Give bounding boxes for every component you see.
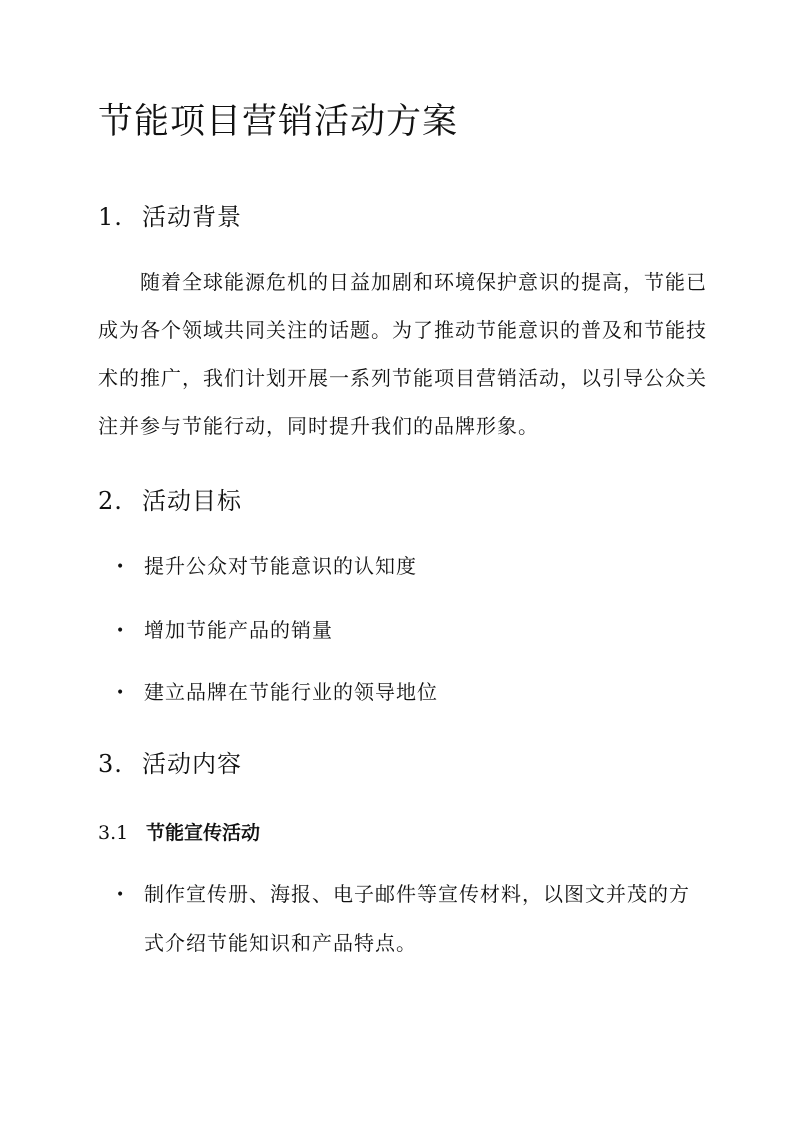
bullet-icon: • [116,887,126,903]
paragraph-line: 随着全球能源危机的日益加剧和环境保护意识的提高，节能已 [140,270,707,294]
document-title: 节能项目营销活动方案 [98,102,459,142]
background-paragraph [98,258,708,450]
section-number: 3. [98,750,123,778]
list-item-text: 制作宣传册、海报、电子邮件等宣传材料，以图文并茂的方 [144,882,690,906]
section-number: 1. [98,203,123,231]
list-item-text: 建立品牌在节能行业的领导地位 [144,680,438,704]
list-item-text: 提升公众对节能意识的认知度 [144,554,417,578]
section-title: 活动内容 [142,750,242,778]
section-heading-background [98,197,242,232]
bullet-icon: • [116,685,126,701]
bullet-icon: • [116,559,126,575]
list-item-text: 增加节能产品的销量 [144,618,333,642]
list-item-text-continued: 式介绍节能知识和产品特点。 [144,931,417,955]
paragraph-line: 注并参与节能行动，同时提升我们的品牌形象。 [98,414,539,438]
subsection-number: 3.1 [98,822,129,844]
bullet-icon: • [116,623,126,639]
list-item [116,870,690,967]
list-item [116,668,438,717]
section-title: 活动背景 [142,203,242,231]
subsection-title: 节能宣传活动 [146,822,261,844]
paragraph-line: 术的推广，我们计划开展一系列节能项目营销活动，以引导公众关 [98,366,707,390]
paragraph-line: 成为各个领域共同关注的话题。为了推动节能意识的普及和节能技 [98,318,707,342]
list-item [116,542,417,591]
subsection-heading-promotion [98,818,260,845]
section-heading-content [98,744,242,779]
section-title: 活动目标 [142,487,242,515]
section-heading-goals [98,481,242,516]
section-number: 2. [98,487,123,515]
list-item [116,606,333,655]
